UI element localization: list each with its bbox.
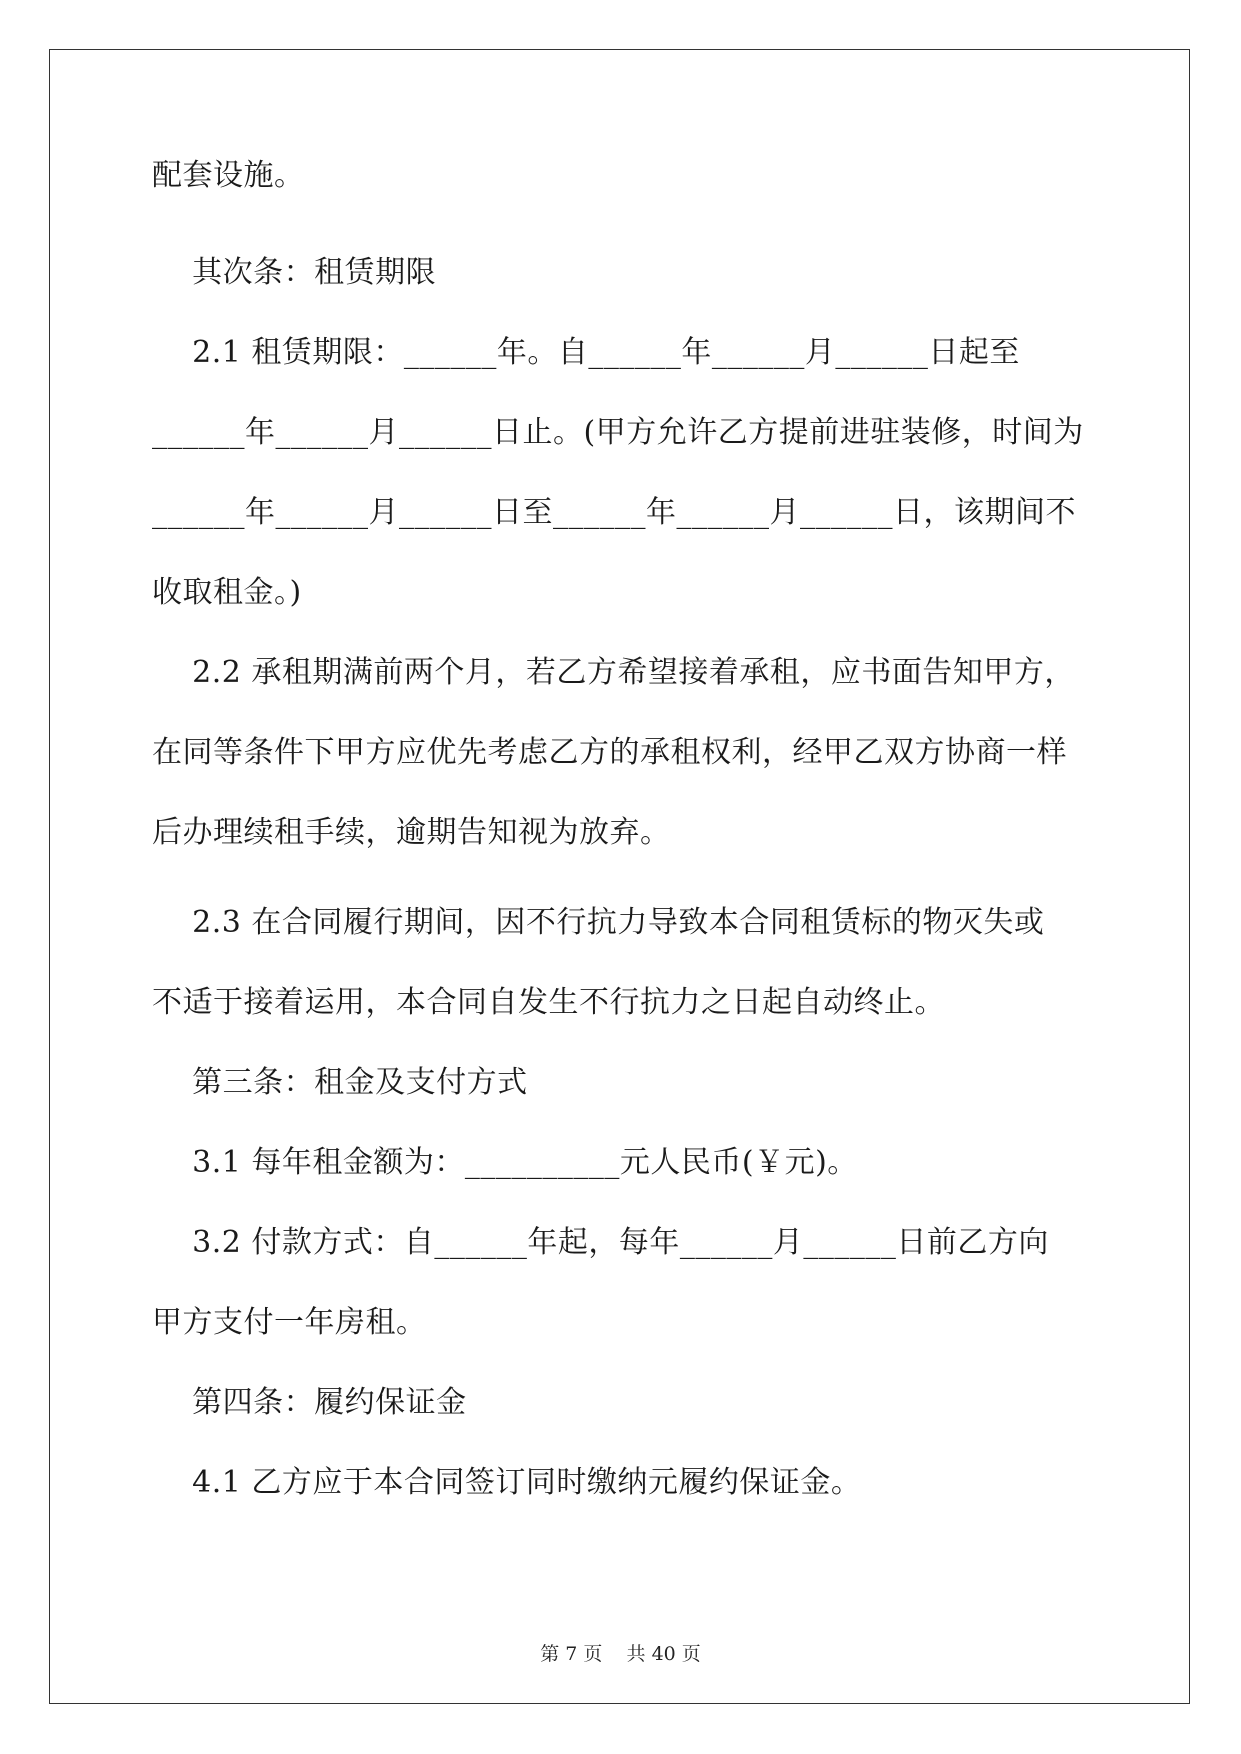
- section-heading: 第三条：租金及支付方式: [152, 1065, 528, 1100]
- text-line: 2.1 租赁期限：______年。自______年______月______日起至: [152, 335, 1020, 370]
- text-line: 3.2 付款方式：自______年起，每年______月______日前乙方向: [152, 1225, 1049, 1260]
- text-line: 4.1 乙方应于本合同签订同时缴纳元履约保证金。: [152, 1465, 862, 1500]
- text-line: ______年______月______日至______年______月______日，该期间不: [152, 495, 1076, 530]
- text-line: 收取租金。): [152, 575, 302, 610]
- text-line: 甲方支付一年房租。: [152, 1305, 427, 1340]
- page-number-footer: 第 7 页 共 40 页: [540, 1643, 701, 1665]
- text-line: 3.1 每年租金额为：__________元人民币(￥元)。: [152, 1145, 858, 1180]
- text-line: 2.2 承租期满前两个月，若乙方希望接着承租，应书面告知甲方，: [152, 655, 1075, 690]
- text-line: 配套设施。: [152, 158, 305, 193]
- text-line: ______年______月______日止。(甲方允许乙方提前进驻装修，时间为: [152, 415, 1084, 450]
- text-line: 2.3 在合同履行期间，因不行抗力导致本合同租赁标的物灭失或: [152, 905, 1045, 940]
- text-line: 后办理续租手续，逾期告知视为放弃。: [152, 815, 671, 850]
- text-line: 不适于接着运用，本合同自发生不行抗力之日起自动终止。: [152, 985, 945, 1020]
- section-heading: 其次条：租赁期限: [152, 255, 437, 290]
- text-line: 在同等条件下甲方应优先考虑乙方的承租权利，经甲乙双方协商一样: [152, 735, 1067, 770]
- section-heading: 第四条：履约保证金: [152, 1385, 467, 1420]
- page-border: [49, 49, 1190, 1704]
